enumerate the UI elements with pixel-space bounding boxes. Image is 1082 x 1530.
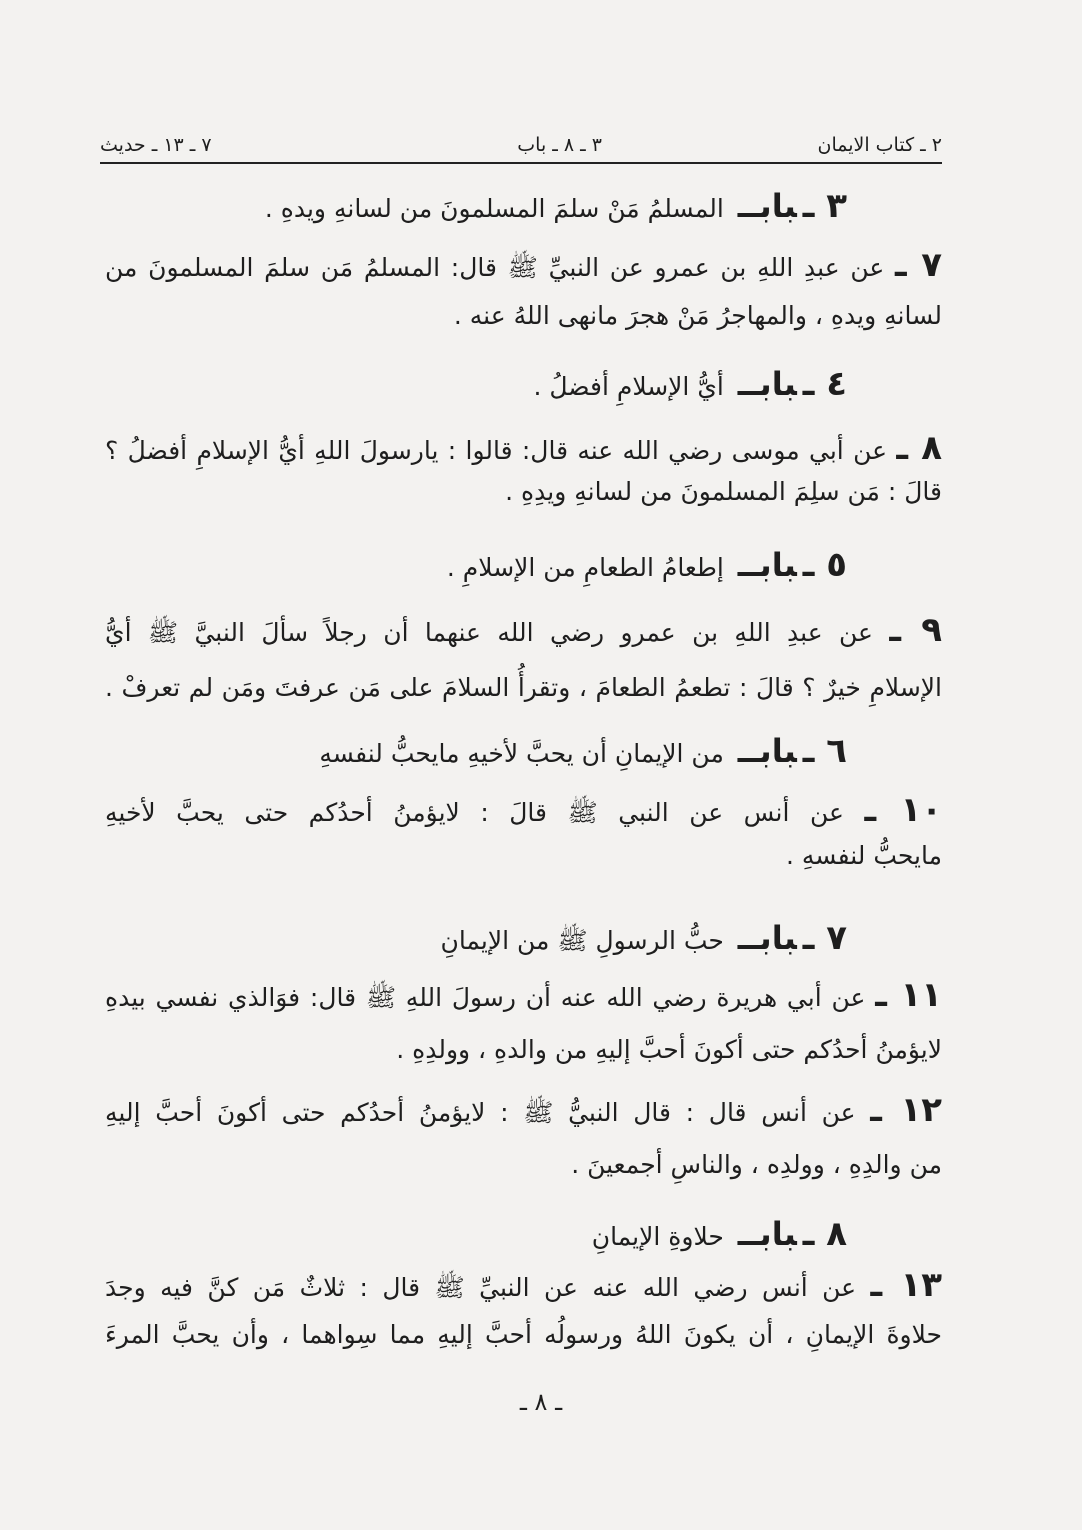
running-header <box>100 134 942 160</box>
section-heading <box>105 1214 847 1257</box>
hadith-text: عن عبدِ اللهِ بن عمرو عن النبيِّ ﷺ قال: المسلمُ مَن سلمَ المسلمونَ من <box>105 253 885 282</box>
hadith-line <box>105 245 942 288</box>
hadith-number: ١٣ ـ <box>870 1265 943 1305</box>
hadith-text: عن أنس رضي الله عنه عن النبيِّ ﷺ قال : ثلاثٌ مَن كنَّ فيه وجدَ <box>105 1273 857 1302</box>
hadith-line <box>105 1265 942 1308</box>
hadith-number: ١٠ ـ <box>864 790 942 830</box>
hadith-text: عن أبي موسى رضي الله عنه قال: قالوا : يارسولَ اللهِ أيُّ الإسلامِ أفضلُ ؟ <box>105 436 888 465</box>
section-heading <box>105 731 847 774</box>
section-number: ٤ ـ <box>802 364 847 404</box>
section-heading <box>105 918 847 961</box>
hadith-line <box>105 975 942 1018</box>
hadith-number: ٧ ـ <box>895 245 943 285</box>
hadith-line: قالَ : مَن سلِمَ المسلمونَ من لسانهِ ويدِهِ . <box>505 477 942 506</box>
bab-word: بابــ <box>737 365 797 403</box>
hadith-line: مايحبُّ لنفسهِ . <box>785 841 942 870</box>
hadith-line <box>105 610 942 653</box>
hadith-line: لسانهِ ويدهِ ، والمهاجرُ مَنْ هجرَ مانهى اللهُ عنه . <box>453 301 942 330</box>
page-number: ـ ٨ ـ <box>519 1388 563 1416</box>
bab-word: بابــ <box>737 732 797 770</box>
hadith-text: عن أنس عن النبي ﷺ قالَ : لايؤمنُ أحدُكم حتى يحبَّ لأخيهِ <box>105 798 844 827</box>
section-title: أيُّ الإسلامِ أفضلُ . <box>533 372 724 401</box>
section-heading <box>105 186 847 229</box>
hadith-line <box>105 428 942 471</box>
hadith-number: ٨ ـ <box>896 428 942 468</box>
header-chapters: ٣ ـ ٨ ـ باب <box>517 134 602 156</box>
hadith-number: ٩ ـ <box>889 610 942 650</box>
section-heading <box>105 364 847 407</box>
bab-word: بابــ <box>737 1215 797 1253</box>
hadith-line: لايؤمنُ أحدُكم حتى أكونَ أحبَّ إليهِ من والدهِ ، وولدِهِ . <box>396 1035 942 1064</box>
section-title: من الإيمانِ أن يحبَّ لأخيهِ مايحبُّ لنفسهِ <box>319 739 724 768</box>
bab-word: بابــ <box>737 546 797 584</box>
section-title: المسلمُ مَنْ سلمَ المسلمونَ من لسانهِ ويدهِ . <box>264 194 724 223</box>
hadith-line <box>105 1090 942 1133</box>
section-title: حبُّ الرسولِ ﷺ من الإيمانِ <box>440 926 724 955</box>
section-number: ٦ ـ <box>802 731 847 771</box>
hadith-text: عن أبي هريرة رضي الله عنه أن رسولَ اللهِ ﷺ قال: فوَالذي نفسي بيدهِ <box>105 983 866 1012</box>
hadith-line: حلاوةَ الإيمانِ ، أن يكونَ اللهُ ورسولُه أحبَّ إليهِ مما سِواهما ، وأن يحبَّ المرءَ <box>105 1320 942 1349</box>
section-number: ٣ ـ <box>802 186 847 226</box>
hadith-line <box>105 790 942 833</box>
header-hadiths: ٧ ـ ١٣ ـ حديث <box>100 134 212 156</box>
hadith-text: عن أنس قال : قال النبيُّ ﷺ : لايؤمنُ أحدُكم حتى أكونَ أحبَّ إليهِ <box>105 1098 856 1127</box>
bab-word: بابــ <box>737 187 797 225</box>
hadith-text: عن عبدِ اللهِ بن عمرو رضي الله عنهما أن رجلاً سألَ النبيَّ ﷺ أيُّ <box>105 618 873 647</box>
section-title: حلاوةِ الإيمانِ <box>591 1222 724 1251</box>
hadith-line: الإسلامِ خيرٌ ؟ قالَ : تطعمُ الطعامَ ، وتقرأُ السلامَ على مَن عرفتَ ومَن لم تعرفْ . <box>105 673 942 702</box>
section-number: ٥ ـ <box>802 545 847 585</box>
hadith-number: ١١ ـ <box>875 975 942 1015</box>
section-number: ٧ ـ <box>802 918 847 958</box>
section-number: ٨ ـ <box>802 1214 847 1254</box>
hadith-line: من والدِهِ ، وولدِه ، والناسِ أجمعينَ . <box>571 1150 942 1179</box>
header-rule <box>100 162 942 164</box>
section-title: إطعامُ الطعامِ من الإسلامِ . <box>446 553 724 582</box>
bab-word: بابــ <box>737 919 797 957</box>
hadith-number: ١٢ ـ <box>870 1090 943 1130</box>
section-heading <box>105 545 847 588</box>
header-book: ٢ ـ كتاب الايمان <box>817 134 942 156</box>
